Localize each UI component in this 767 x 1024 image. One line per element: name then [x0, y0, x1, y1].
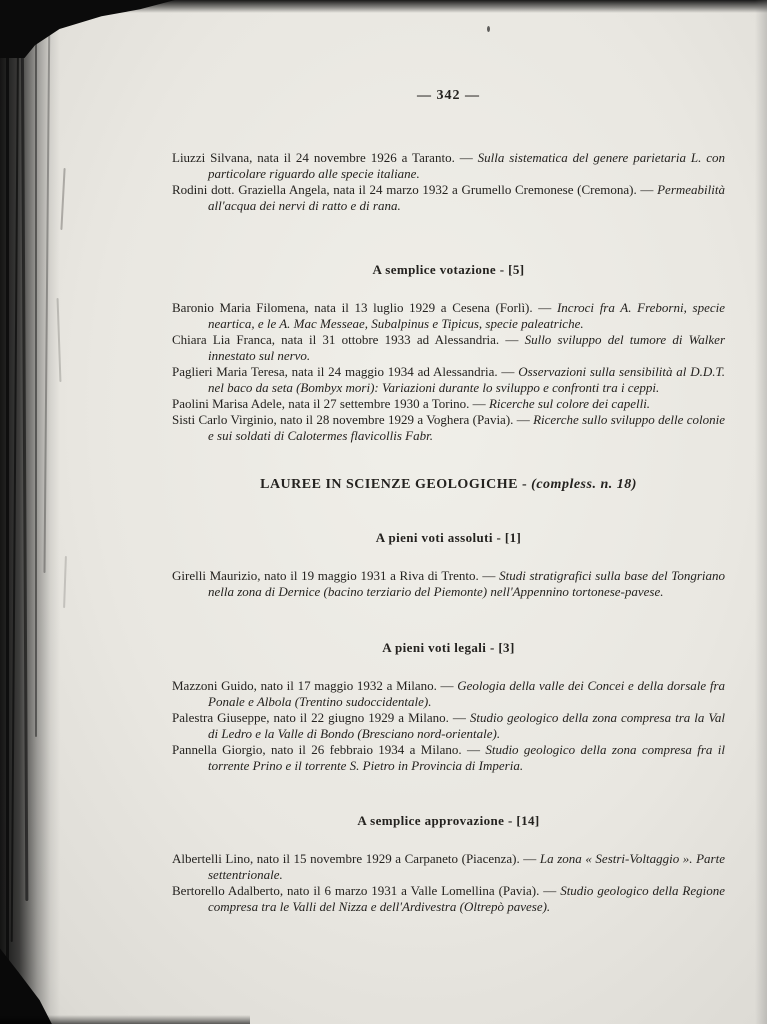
- graduate-info: Palestra Giuseppe, nato il 22 giugno 1929 a Milano. —: [172, 710, 470, 725]
- graduate-info: Sisti Carlo Virginio, nato il 28 novembre 1929 a Voghera (Pavia). —: [172, 412, 534, 427]
- graduate-info: Pannella Giorgio, nato il 26 febbraio 1934 a Milano. —: [172, 742, 486, 757]
- graduate-entry: [172, 396, 725, 412]
- graduate-entry: [172, 742, 725, 774]
- section-heading-pieni-voti-legali: A pieni voti legali - [3]: [382, 640, 515, 655]
- degree-title-text: LAUREE IN SCIENZE GEOLOGICHE -: [260, 477, 532, 492]
- approvazione-entries-block: [172, 851, 725, 915]
- section-heading-semplice-approvazione: A semplice approvazione - [14]: [357, 813, 540, 828]
- thesis-title: Studi stratigrafici sulla base del Tongriano nella zona di Dernice (bacino terziario del Piemonte) nell'Appennino tortonese-pavese.: [208, 568, 725, 599]
- graduate-entry: [172, 678, 725, 710]
- votazione-entries-block: [172, 300, 725, 444]
- graduate-info: Albertelli Lino, nato il 15 novembre 1929 a Carpaneto (Piacenza). —: [172, 851, 540, 866]
- graduate-info: Bertorello Adalberto, nato il 6 marzo 1931 a Valle Lomellina (Pavia). —: [172, 883, 561, 898]
- graduate-info: Mazzoni Guido, nato il 17 maggio 1932 a Milano. —: [172, 678, 458, 693]
- thesis-title: Studio geologico della zona compresa fra il torrente Prino e il torrente S. Pietro in Provincia di Imperia.: [208, 742, 725, 773]
- thesis-title: Sulla sistematica del genere parietaria L. con particolare riguardo alle specie italiane.: [208, 150, 725, 181]
- bottom-edge-shadow: [0, 1015, 250, 1024]
- right-edge-shadow: [755, 0, 767, 1024]
- thesis-title: Ricerche sullo sviluppo delle colonie e sui soldati di Calotermes flavicollis Fabr.: [208, 412, 725, 443]
- graduate-info: Baronio Maria Filomena, nata il 13 luglio 1929 a Cesena (Forlì). —: [172, 300, 557, 315]
- page-edge-streak: [6, 0, 9, 993]
- graduate-info: Chiara Lia Franca, nata il 31 ottobre 1933 ad Alessandria. —: [172, 332, 525, 347]
- scan-artifact: [63, 556, 67, 608]
- thesis-title: Studio geologico della Regione compresa tra le Valli del Nizza e dell'Ardivestra (Oltrepò pavese).: [208, 883, 725, 914]
- page-content: [172, 88, 725, 915]
- section-heading-semplice-votazione: A semplice votazione - [5]: [372, 262, 525, 277]
- graduate-info: Girelli Maurizio, nato il 19 maggio 1931 a Riva di Trento. —: [172, 568, 500, 583]
- thesis-title: Studio geologico della zona compresa tra la Val di Ledro e la Valle di Bondo (Bresciano nord-orientale).: [208, 710, 726, 741]
- degree-title-note: (compless. n. 18): [531, 477, 637, 492]
- graduate-entry: [172, 150, 725, 182]
- thesis-title: Geologia della valle dei Concei e della dorsale fra Ponale e Albola (Trentino sudoccidentale).: [208, 678, 726, 709]
- graduate-entry: [172, 364, 725, 396]
- assoluti-entries-block: [172, 568, 725, 600]
- graduate-entry: [172, 851, 725, 883]
- graduate-entry: [172, 710, 725, 742]
- graduate-entry: [172, 412, 725, 444]
- book-binding-shadow: [0, 0, 60, 1024]
- graduate-info: Liuzzi Silvana, nata il 24 novembre 1926 a Taranto. —: [172, 150, 478, 165]
- thesis-title: Osservazioni sulla sensibilità al D.D.T. nel baco da seta (Bombyx mori): Variazioni durante lo sviluppo e confronti tra i ceppi.: [208, 364, 725, 395]
- section-heading-pieni-voti-assoluti: A pieni voti assoluti - [1]: [375, 530, 522, 545]
- scan-speck: [487, 26, 490, 32]
- degree-section-title: [172, 477, 725, 493]
- thesis-title: Permeabilità all'acqua dei nervi di ratto e di rana.: [208, 182, 725, 213]
- thesis-title: Incroci fra A. Freborni, specie neartica, e le A. Mac Messeae, Subalpinus e Tipicus, specie paleatriche.: [208, 300, 725, 331]
- graduate-entry: [172, 300, 725, 332]
- graduate-info: Paglieri Maria Teresa, nata il 24 maggio 1934 ad Alessandria. —: [172, 364, 519, 379]
- graduate-entry: [172, 182, 725, 214]
- continued-entries-block: [172, 150, 725, 214]
- thesis-title: Sullo sviluppo del tumore di Walker innestato sul nervo.: [208, 332, 725, 363]
- scan-artifact: [60, 168, 65, 230]
- graduate-entry: [172, 332, 725, 364]
- legali-entries-block: [172, 678, 725, 774]
- graduate-entry: [172, 883, 725, 915]
- thesis-title: Ricerche sul colore dei capelli.: [488, 396, 651, 411]
- graduate-info: Paolini Marisa Adele, nata il 27 settembre 1930 a Torino. —: [172, 396, 489, 411]
- graduate-entry: [172, 568, 725, 600]
- thesis-title: La zona « Sestri-Voltaggio ». Parte settentrionale.: [208, 851, 725, 882]
- page-number: — 342 —: [417, 88, 480, 103]
- graduate-info: Rodini dott. Graziella Angela, nata il 24 marzo 1932 a Grumello Cremonese (Cremona). —: [172, 182, 658, 197]
- page-edge-streak: [35, 0, 37, 737]
